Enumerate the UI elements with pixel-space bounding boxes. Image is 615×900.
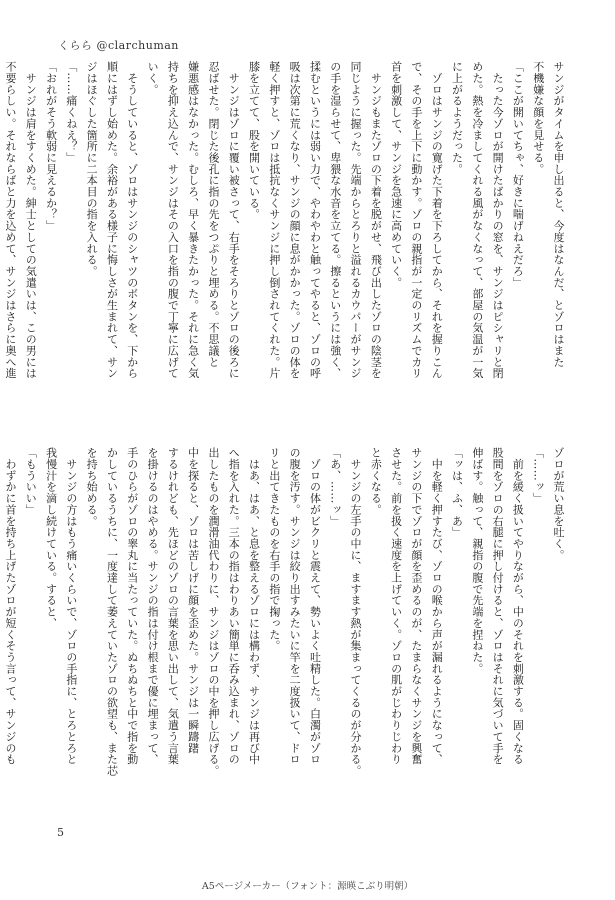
text-line: 「ここが開いてちゃ、好きに喘げねえだろ」 bbox=[511, 61, 525, 288]
text-line: 持ちを抑え込んで、サンジはその入口を指の腹で丁寧に広げて bbox=[166, 61, 180, 379]
text-line: サンジの下でゾロが顔を歪めるのが、たまらなくサンジを興奮 bbox=[409, 447, 423, 765]
text-line: サンジはゾロに覆い被さって、右手をそろりとゾロの後ろに bbox=[227, 61, 241, 379]
text-line: いく。 bbox=[146, 61, 160, 96]
text-line: で、その手を上下に動かす。ゾロの親指が一定のリズムでカリ bbox=[409, 61, 423, 379]
text-line: 「あ、……ッ」 bbox=[328, 447, 342, 527]
text-line: 「……ッ」 bbox=[531, 447, 545, 504]
text-line: 不要らしい。それならばと力を込めて、サンジはさらに奥へ進 bbox=[3, 61, 17, 379]
text-line: かしているうちに、一度達して萎えていたゾロの欲望も、また芯 bbox=[105, 447, 119, 777]
text-line: 「……痛くねえ？」 bbox=[64, 61, 78, 164]
text-line: 吸は次第に荒くなり、サンジの顔に息がかかった。ゾロの体を bbox=[288, 61, 302, 379]
text-line: 伸ばす。触って、親指の腹で先端を捏ねた。 bbox=[470, 447, 484, 674]
text-line: 順にはずし始めた。余裕がある様子に悔しさが生まれて、サン bbox=[105, 61, 119, 379]
text-line: ゾロはサンジの寛げた下着を下ろしてから、それを握りこん bbox=[430, 61, 444, 379]
text-line: へ指を入れた。三本の指はわりあい簡単に呑み込まれ、ゾロの bbox=[227, 447, 241, 765]
text-block-bottom bbox=[3, 447, 568, 807]
text-line: ゾロの体がビクリと震えて、勢いよく吐精した。白濁がゾロ bbox=[308, 447, 322, 765]
text-line: 手のひらがゾロの睾丸に当たっていた。ぬちぬちと中で指を動 bbox=[125, 447, 139, 765]
text-line: 不機嫌な顔を見せる。 bbox=[531, 61, 545, 175]
text-line: を掛けるのはやめる。サンジの指は付け根まで優に埋まって、 bbox=[146, 447, 160, 765]
text-line: 中を軽く押すたび、ゾロの喉から声が漏れるようになって、 bbox=[430, 447, 444, 765]
text-line: ジはほぐした箇所に二本目の指を入れる。 bbox=[85, 61, 99, 277]
text-line: リと出てきたものを右手の指で掬った。 bbox=[267, 447, 281, 652]
text-line: に上がるようだった。 bbox=[450, 61, 464, 175]
text-line: 嫌悪感はなかった。むしろ、早く暴きたかった。それに急く気 bbox=[186, 61, 200, 379]
text-line: 「ッは、ふ、あ」 bbox=[450, 447, 464, 538]
text-line: サンジの左手の中に、ますます熱が集まってくるのが分かる。 bbox=[349, 447, 363, 777]
footer-credit: A5ページメーカー（フォント：源暎こぶり明朝） bbox=[201, 881, 414, 892]
text-line: 出したものを潤滑油代わりに、サンジはゾロの中を押し広げる。 bbox=[206, 447, 220, 777]
text-line: と赤くなる。 bbox=[369, 447, 383, 516]
text-line: はあ、はあ、と息を整えるゾロには構わず、サンジは再び中 bbox=[247, 447, 261, 765]
text-line: サンジの方はもう痛いくらいで、ゾロの手指に、とろとろと bbox=[64, 447, 78, 765]
text-line: わずかに首を持ち上げたゾロが短くそう言って、サンジのも bbox=[3, 447, 17, 765]
text-line: 首を刺激して、サンジを急速に高めていく。 bbox=[389, 61, 403, 288]
text-line: の腹を汚す。サンジは絞り出すみたいに竿を二度扱いて、ドロ bbox=[288, 447, 302, 765]
text-line: 同じように握った。先端からとろりと溢れるカウパーがサンジ bbox=[349, 61, 363, 379]
text-line: 前を緩く扱いてやりながら、中のそれを刺激する。固くなる bbox=[511, 447, 525, 765]
text-line: させた。前を扱く速度を上げていく。ゾロの肌がじわりじわり bbox=[389, 447, 403, 765]
author-credit: くらら @clarchuman bbox=[58, 39, 179, 52]
text-line: 忍ばせた。閉じた後孔に指の先をつぷりと埋める。不思議と bbox=[206, 61, 220, 368]
text-block-top bbox=[3, 61, 568, 411]
text-line: 「おれがそう軟弱に見えるか？」 bbox=[44, 61, 58, 232]
text-line: サンジは肩をすくめた。紳士としての気遣いは、この男には bbox=[24, 61, 38, 379]
text-line: 揉むというには弱い力で、やわやわと触ってやると、ゾロの呼 bbox=[308, 61, 322, 379]
text-line: ゾロが荒い息を吐く。 bbox=[552, 447, 565, 561]
page-number: 5 bbox=[57, 826, 64, 839]
text-line: サンジもまたゾロの下着を脱がせ、飛び出したゾロの陰茎を bbox=[369, 61, 383, 379]
text-line: サンジがタイムを申し出ると、今度はなんだ、とゾロはまた bbox=[552, 61, 565, 368]
text-line: 膝を立てて、股を開いている。 bbox=[247, 61, 261, 220]
text-line: めた。熱を冷ましてくれる風がなくなって、部屋の気温が一気 bbox=[470, 61, 484, 379]
text-line: 「もういい」 bbox=[24, 447, 38, 516]
text-line: の手を湿らせて、卑猥な水音を立てる。擦るというには強く、 bbox=[328, 61, 342, 379]
text-line: たった今ゾロが開けたばかりの窓を、サンジはピシャリと閉 bbox=[491, 61, 505, 379]
text-line: を持ち始める。 bbox=[85, 447, 99, 527]
text-line: 股間をゾロの右腿に押し付けると、ゾロはそれに気づいて手を bbox=[491, 447, 505, 765]
text-line: そうしていると、ゾロはサンジのシャツのボタンを、下から bbox=[125, 61, 139, 379]
text-line: 我慢汁を滴し続けている。すると、 bbox=[44, 447, 58, 629]
text-line: 軽く押すと、ゾロは抵抗なくサンジに押し倒されてくれた。片 bbox=[267, 61, 281, 379]
text-line: 中を探ると、ゾロは苦しげに顔を歪めた。サンジは一瞬躊躇 bbox=[186, 447, 200, 754]
text-line: するけれども、先ほどのゾロの言葉を思い出して、気遣う言葉 bbox=[166, 447, 180, 765]
